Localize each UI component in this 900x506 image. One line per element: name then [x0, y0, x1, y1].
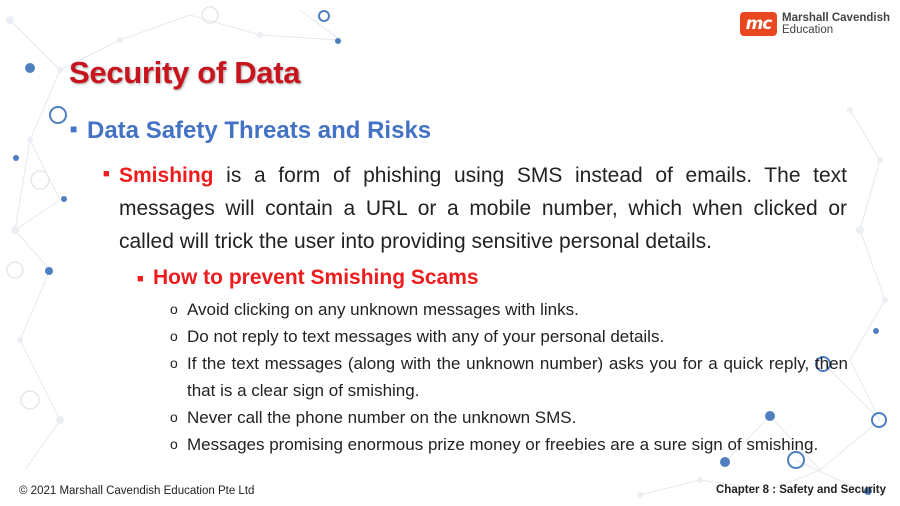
circle-bullet-icon: o	[170, 409, 178, 425]
publisher-logo	[740, 12, 890, 36]
section-heading-text: Data Safety Threats and Risks	[87, 117, 432, 144]
square-bullet-icon: ■	[137, 273, 144, 285]
definition-text: is a form of phishing using SMS instead of emails. The text messages will contain a URL or a mobile number, which when clicked or called will trick the user into providing sensitive personal details.	[119, 164, 847, 253]
list-item: o Never call the phone number on the unknown SMS.	[172, 404, 848, 431]
circle-bullet-icon: o	[170, 436, 178, 452]
circle-bullet-icon: o	[170, 355, 178, 371]
copyright-footer: © 2021 Marshall Cavendish Education Pte Ltd	[19, 485, 255, 497]
circle-bullet-icon: o	[170, 328, 178, 344]
chapter-footer: Chapter 8 : Safety and Security	[716, 484, 886, 496]
smishing-keyword: Smishing	[119, 164, 214, 187]
logo-text	[782, 12, 890, 36]
list-item: o Do not reply to text messages with any of your personal details.	[172, 323, 848, 350]
section-heading	[70, 117, 431, 145]
list-item: o If the text messages (along with the unknown number) asks you for a quick reply, then that is a clear sign of smishing.	[172, 350, 848, 404]
slide-title: Security of Data	[69, 55, 301, 90]
logo-line-1: Marshall Cavendish	[782, 12, 891, 24]
prevention-tips	[172, 296, 848, 458]
list-item: o Avoid clicking on any unknown messages with links.	[172, 296, 848, 323]
square-bullet-icon: ■	[70, 122, 78, 136]
prevention-heading: How to prevent Smishing Scams	[153, 266, 479, 289]
list-item: o Messages promising enormous prize money or freebies are a sure sign of smishing.	[172, 431, 848, 458]
logo-mark: mc	[740, 12, 777, 36]
circle-bullet-icon: o	[170, 301, 178, 317]
smishing-definition	[119, 159, 847, 258]
logo-line-2: Education	[782, 24, 834, 36]
square-bullet-icon: ■	[103, 168, 110, 180]
